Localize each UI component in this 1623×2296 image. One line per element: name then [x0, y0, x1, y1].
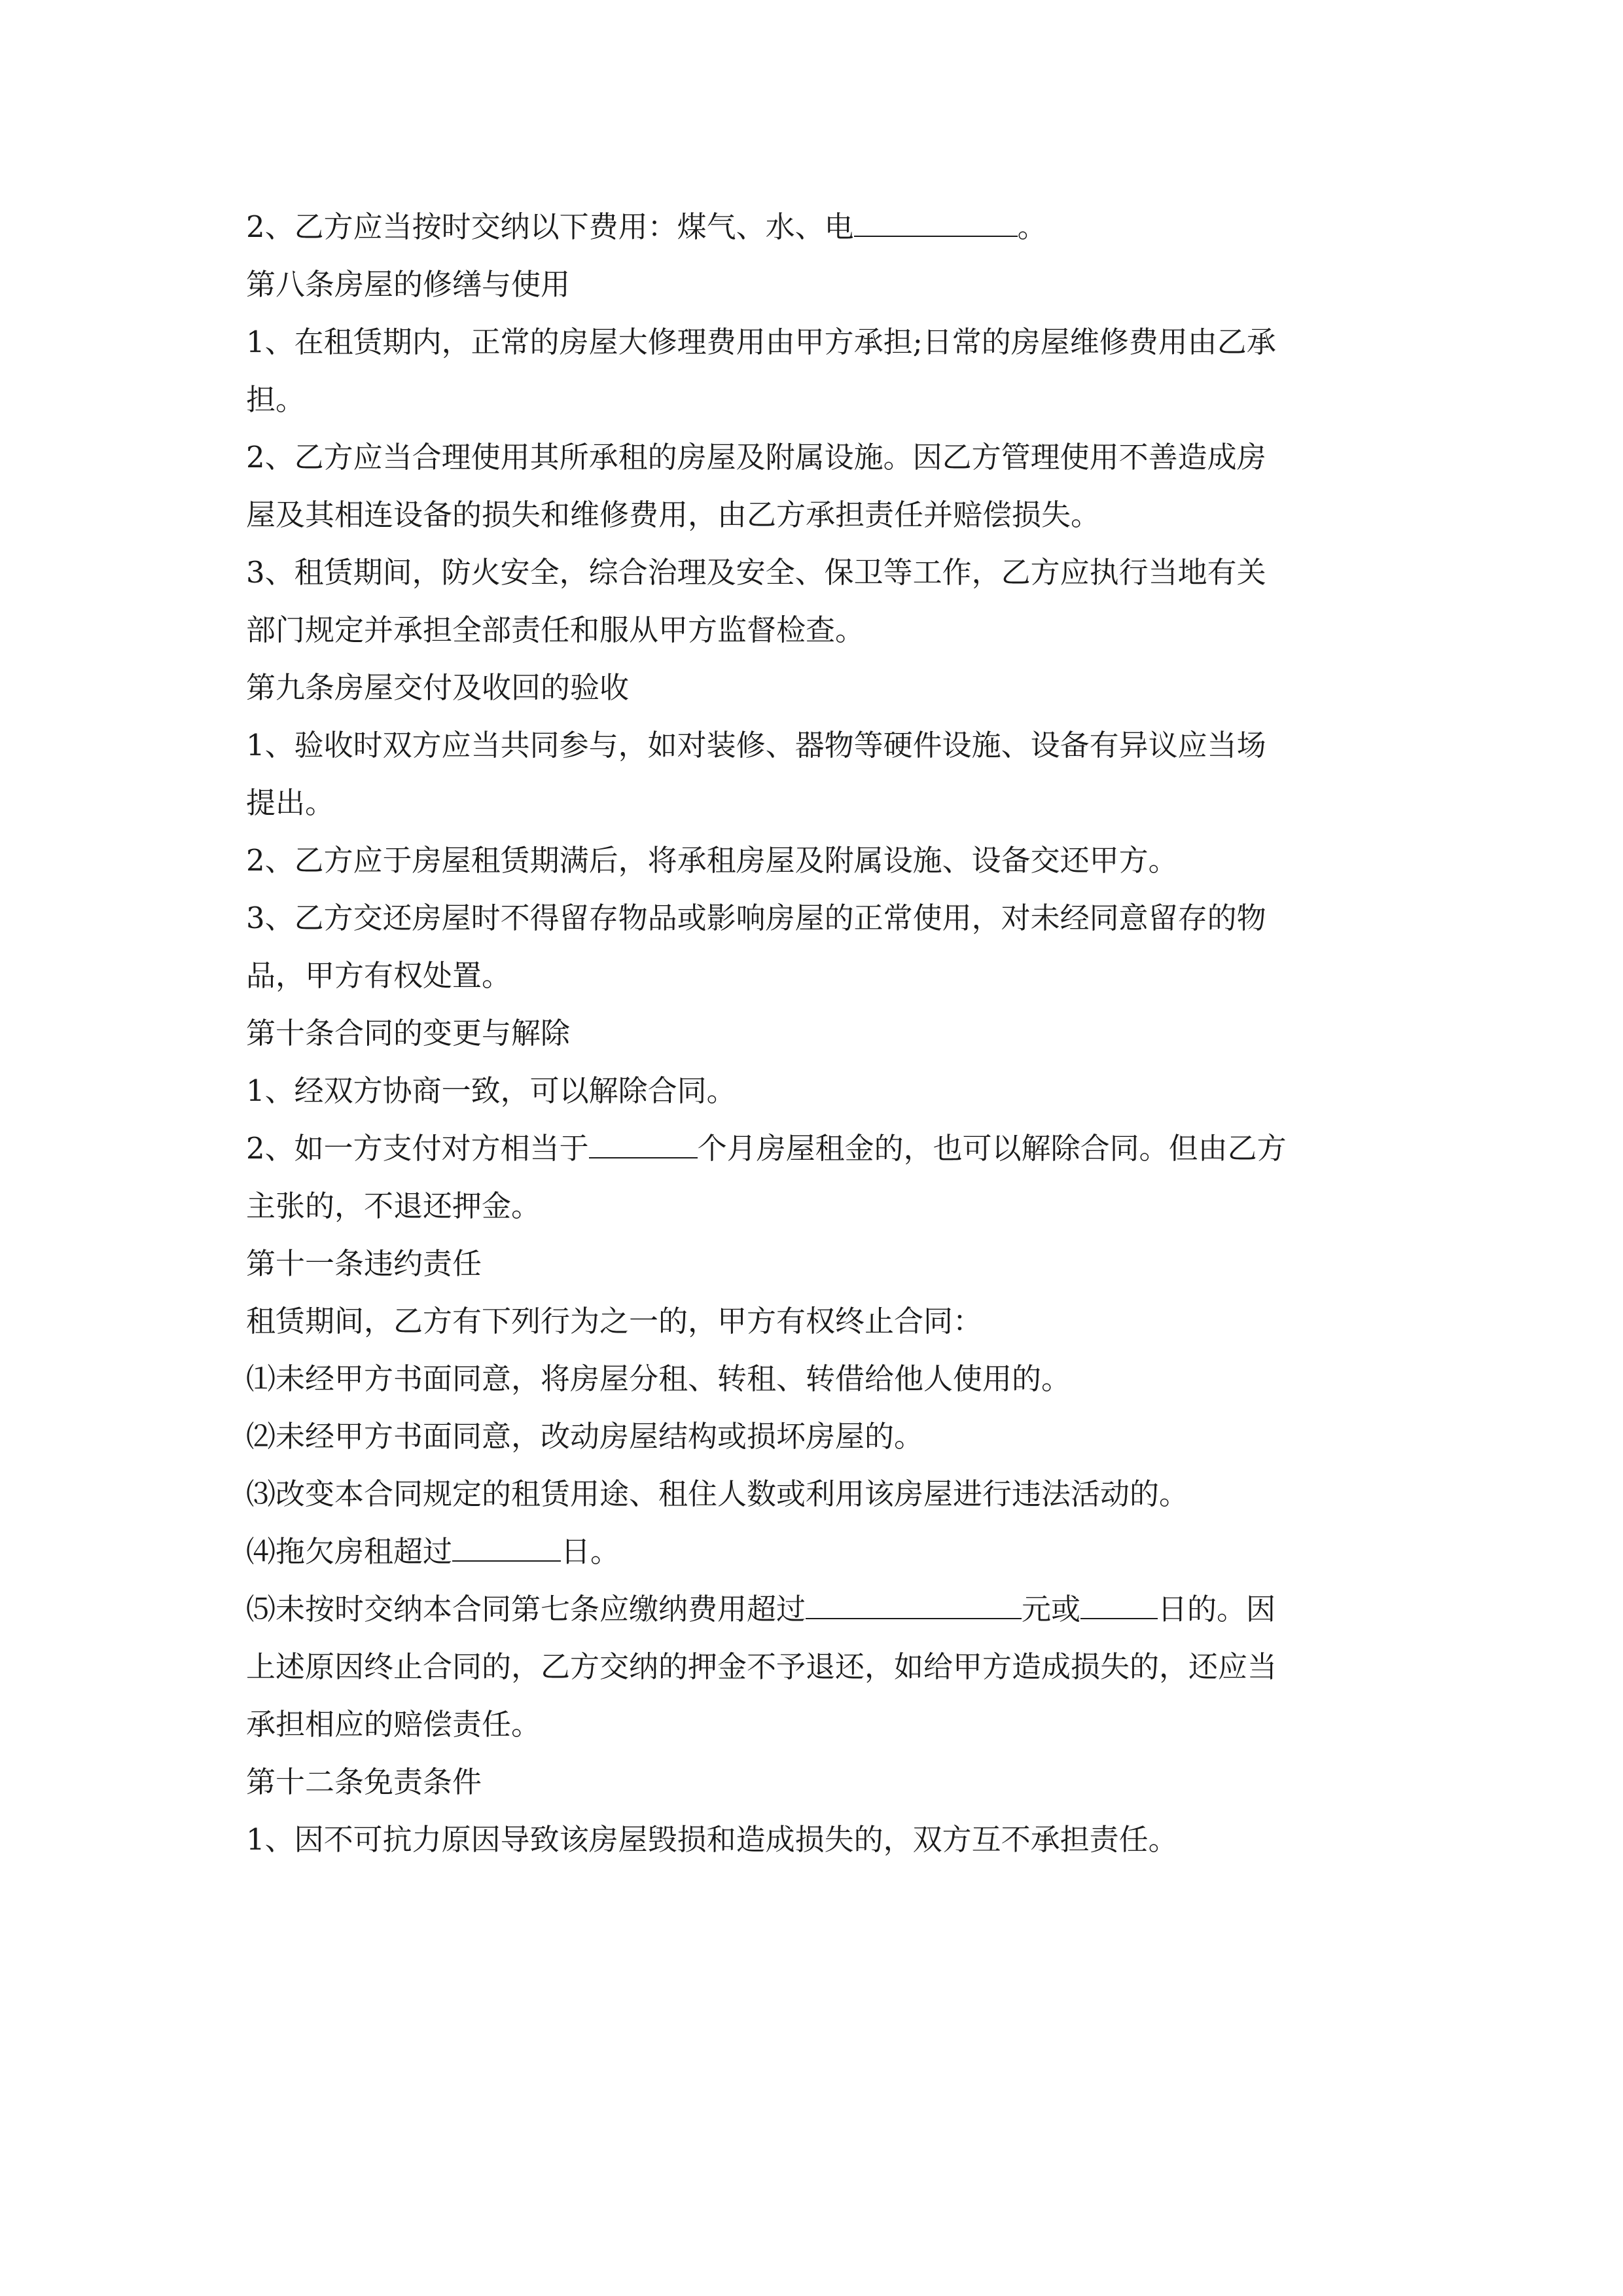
paragraph-inspection-clause-3: 3、乙方交还房屋时不得留存物品或影响房屋的正常使用，对未经同意留存的物: [246, 901, 1266, 935]
paragraph-inspection-clause-2: 2、乙方应于房屋租赁期满后，将承租房屋及附属设施、设备交还甲方。: [246, 843, 1178, 878]
section-heading-9: 第九条房屋交付及收回的验收: [246, 670, 630, 705]
paragraph-repair-clause-2: 2、乙方应当合理使用其所承租的房屋及附属设施。因乙方管理使用不善造成房: [246, 440, 1266, 475]
text-segment: ⑷拖欠房租超过: [246, 1534, 453, 1569]
paragraph-breach-item-1: ⑴未经甲方书面同意，将房屋分租、转租、转借给他人使用的。: [246, 1361, 1071, 1396]
text-segment: 元或: [1022, 1592, 1081, 1626]
paragraph-breach-item-3: ⑶改变本合同规定的租赁用途、租住人数或利用该房屋进行违法活动的。: [246, 1477, 1189, 1511]
text-segment: 。: [1017, 209, 1047, 244]
paragraph-termination-clause-2: [246, 1123, 1398, 1174]
paragraph-breach-item-4: [246, 1526, 1398, 1577]
text-segment: 2、乙方应当按时交纳以下费用：煤气、水、电: [246, 209, 854, 244]
blank-line: [589, 1131, 698, 1158]
paragraph-repair-clause-1: 1、在租赁期内，正常的房屋大修理费用由甲方承担;日常的房屋维修费用由乙承: [246, 325, 1276, 359]
paragraph-repair-clause-2-cont: 屋及其相连设备的损失和维修费用，由乙方承担责任并赔偿损失。: [246, 497, 1101, 532]
paragraph-termination-clause-2-cont: 主张的，不退还押金。: [246, 1189, 541, 1223]
paragraph-inspection-clause-3-cont: 品，甲方有权处置。: [246, 958, 512, 993]
text-segment: 个月房屋租金的，也可以解除合同。但由乙方: [697, 1131, 1287, 1166]
paragraph-repair-clause-3: 3、租赁期间，防火安全，综合治理及安全、保卫等工作，乙方应执行当地有关: [246, 555, 1266, 590]
paragraph-termination-clause-1: 1、经双方协商一致，可以解除合同。: [246, 1073, 736, 1108]
paragraph-breach-item-5: [246, 1584, 1398, 1634]
section-heading-10: 第十条合同的变更与解除: [246, 1016, 571, 1050]
text-segment: 日。: [561, 1534, 620, 1569]
text-segment: ⑸未按时交纳本合同第七条应缴纳费用超过: [246, 1592, 806, 1626]
paragraph-breach-item-5-cont-2: 承担相应的赔偿责任。: [246, 1707, 541, 1742]
paragraph-breach-intro: 租赁期间，乙方有下列行为之一的，甲方有权终止合同：: [246, 1304, 983, 1338]
text-segment: 2、如一方支付对方相当于: [246, 1131, 589, 1166]
section-heading-12: 第十二条免责条件: [246, 1765, 482, 1799]
paragraph-inspection-clause-1-cont: 提出。: [246, 785, 335, 820]
paragraph-exemption-clause-1: 1、因不可抗力原因导致该房屋毁损和造成损失的，双方互不承担责任。: [246, 1822, 1178, 1857]
blank-line: [806, 1592, 1022, 1619]
paragraph-breach-item-2: ⑵未经甲方书面同意，改动房屋结构或损坏房屋的。: [246, 1419, 924, 1454]
paragraph-breach-item-5-cont: 上述原因终止合同的，乙方交纳的押金不予退还，如给甲方造成损失的，还应当: [246, 1649, 1277, 1684]
section-heading-11: 第十一条违约责任: [246, 1246, 482, 1281]
blank-line: [854, 209, 1018, 237]
document-body: [246, 202, 1398, 1872]
paragraph-repair-clause-3-cont: 部门规定并承担全部责任和服从甲方监督检查。: [246, 613, 865, 647]
paragraph-fees-clause-2: [246, 202, 1398, 252]
paragraph-repair-clause-1-cont: 担。: [246, 382, 306, 417]
section-heading-8: 第八条房屋的修缮与使用: [246, 267, 571, 302]
text-segment: 日的。因: [1158, 1592, 1276, 1626]
blank-line: [1080, 1592, 1158, 1619]
blank-line: [452, 1534, 561, 1562]
paragraph-inspection-clause-1: 1、验收时双方应当共同参与，如对装修、器物等硬件设施、设备有异议应当场: [246, 728, 1266, 762]
